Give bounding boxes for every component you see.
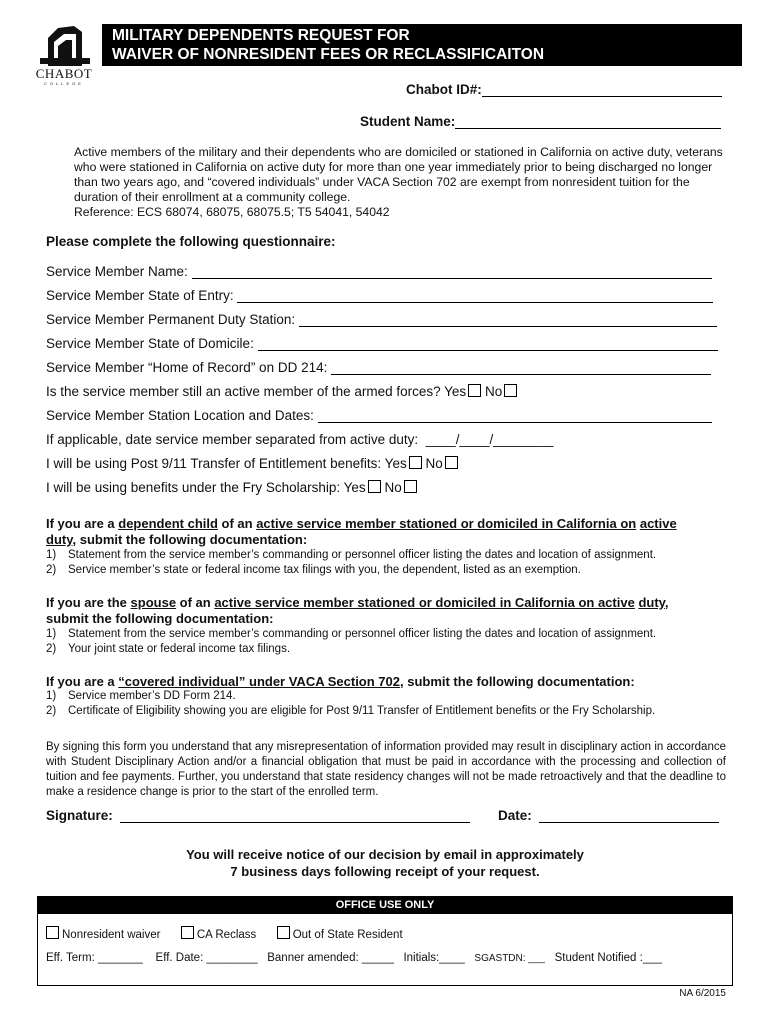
dependent-child-heading bbox=[46, 516, 686, 548]
item-text: Statement from the service member’s commanding or personnel officer listing the dates and location of assignment. bbox=[68, 549, 657, 561]
child-heading-active-service: active service member stationed or domiciled in California on bbox=[256, 516, 637, 531]
child-doc-item-2 bbox=[46, 564, 581, 576]
intro-paragraph bbox=[74, 145, 724, 220]
spouse-heading-part: of an bbox=[176, 595, 215, 610]
state-of-entry-blank[interactable] bbox=[237, 288, 713, 303]
covered-heading-vaca: “covered individual” under VACA Section 702 bbox=[118, 674, 400, 689]
item-number: 2) bbox=[46, 564, 57, 576]
date-field[interactable] bbox=[498, 808, 719, 823]
active-no-checkbox[interactable] bbox=[504, 384, 517, 397]
chabot-id-blank[interactable] bbox=[482, 82, 722, 97]
signature-field[interactable] bbox=[46, 808, 470, 823]
post911-no-label: No bbox=[425, 456, 443, 471]
item-text: Your joint state or federal income tax filings. bbox=[68, 643, 291, 655]
home-of-record-blank[interactable] bbox=[331, 360, 711, 375]
office-options-row bbox=[46, 926, 403, 941]
service-member-name-blank[interactable] bbox=[192, 264, 712, 279]
service-member-name-label: Service Member Name: bbox=[46, 264, 188, 279]
item-number: 2) bbox=[46, 643, 57, 655]
eff-term-field[interactable]: Eff. Term: _______ bbox=[46, 952, 143, 964]
office-use-heading: OFFICE USE ONLY bbox=[38, 897, 732, 914]
fry-question bbox=[46, 480, 417, 495]
covered-heading-part: If you are a bbox=[46, 674, 119, 689]
post911-yes-checkbox[interactable] bbox=[409, 456, 422, 469]
student-name-field[interactable] bbox=[360, 114, 721, 129]
duty-station-blank[interactable] bbox=[299, 312, 717, 327]
item-text: Service member’s state or federal income tax filings with you, the dependent, listed as an exemption. bbox=[68, 564, 581, 576]
signature-label: Signature: bbox=[46, 808, 113, 823]
ca-reclass-label: CA Reclass bbox=[196, 929, 257, 941]
post911-question bbox=[46, 456, 458, 471]
form-revision-code: NA 6/2015 bbox=[679, 988, 726, 999]
child-heading-active-duty: active duty bbox=[46, 516, 677, 547]
student-notified-field[interactable]: Student Notified :___ bbox=[554, 952, 663, 964]
eff-date-field[interactable]: Eff. Date: ________ bbox=[155, 952, 258, 964]
spouse-doc-item-2 bbox=[46, 643, 290, 655]
date-blank[interactable] bbox=[539, 808, 719, 823]
active-member-label: Is the service member still an active member of the armed forces? Yes bbox=[46, 384, 467, 399]
questionnaire-heading: Please complete the following questionnaire: bbox=[46, 234, 336, 249]
sgastdn-field[interactable]: SGASTDN: ___ bbox=[474, 953, 545, 964]
active-member-question bbox=[46, 384, 517, 399]
duty-station-label: Service Member Permanent Duty Station: bbox=[46, 312, 296, 327]
home-of-record-label: Service Member “Home of Record” on DD 214: bbox=[46, 360, 328, 375]
active-yes-checkbox[interactable] bbox=[468, 384, 481, 397]
logo-subtitle: COLLEGE bbox=[44, 81, 84, 86]
separation-date-label: If applicable, date service member separated from active duty: bbox=[46, 432, 419, 447]
state-of-entry-field[interactable] bbox=[46, 288, 713, 303]
student-name-blank[interactable] bbox=[455, 114, 721, 129]
banner-amended-field[interactable]: Banner amended: _____ bbox=[267, 952, 394, 964]
service-member-name-field[interactable] bbox=[46, 264, 712, 279]
date-label: Date: bbox=[498, 808, 532, 823]
chabot-id-field[interactable] bbox=[406, 82, 722, 97]
separation-date-field[interactable] bbox=[46, 432, 553, 447]
student-name-label: Student Name: bbox=[360, 114, 456, 129]
spouse-heading-part: , submit the following documentation: bbox=[46, 595, 669, 626]
duty-station-field[interactable] bbox=[46, 312, 717, 327]
spouse-heading bbox=[46, 595, 686, 627]
child-heading-dependent-child: dependent child bbox=[118, 516, 218, 531]
covered-doc-item-1 bbox=[46, 690, 236, 702]
out-of-state-checkbox[interactable] bbox=[277, 926, 290, 939]
state-of-domicile-blank[interactable] bbox=[258, 336, 718, 351]
title-line-2: WAIVER OF NONRESIDENT FEES OR RECLASSIFICAITON bbox=[112, 46, 545, 63]
covered-individual-heading bbox=[46, 674, 686, 690]
spouse-heading-duty: duty bbox=[638, 595, 665, 610]
decision-notice bbox=[0, 846, 770, 880]
item-number: 2) bbox=[46, 705, 57, 717]
station-dates-blank[interactable] bbox=[318, 408, 712, 423]
station-dates-field[interactable] bbox=[46, 408, 712, 423]
state-of-domicile-label: Service Member State of Domicile: bbox=[46, 336, 254, 351]
intro-text: Active members of the military and their dependents who are domiciled or stationed in California on active duty, veterans who were stationed in California on active duty for more than one year immediately prior to being discharged no longer than two years ago, and “covered individuals” under VACA Section 702 are exempt from nonresident tuition for the duration of their enrollment at a community college. bbox=[74, 145, 723, 204]
spouse-doc-item-1 bbox=[46, 628, 656, 640]
title-bar bbox=[102, 24, 742, 66]
child-heading-part: of an bbox=[217, 516, 257, 531]
office-fields-row bbox=[46, 952, 662, 964]
chabot-id-label: Chabot ID#: bbox=[406, 82, 482, 97]
child-heading-part: If you are a bbox=[46, 516, 119, 531]
fry-yes-checkbox[interactable] bbox=[368, 480, 381, 493]
spouse-heading-spouse: spouse bbox=[130, 595, 177, 610]
notice-line-1: You will receive notice of our decision by email in approximately bbox=[186, 847, 584, 862]
signature-blank[interactable] bbox=[120, 808, 470, 823]
nonresident-waiver-label: Nonresident waiver bbox=[62, 929, 161, 941]
post911-no-checkbox[interactable] bbox=[445, 456, 458, 469]
item-text: Statement from the service member’s commanding or personnel officer listing the dates and location of assignment. bbox=[68, 628, 657, 640]
item-number: 1) bbox=[46, 690, 57, 702]
spouse-heading-active-service: active service member stationed or domiciled in California on active bbox=[214, 595, 635, 610]
initials-field[interactable]: Initials:____ bbox=[403, 952, 465, 964]
notice-line-2: 7 business days following receipt of your request. bbox=[230, 864, 540, 879]
fry-no-label: No bbox=[384, 480, 402, 495]
fry-no-checkbox[interactable] bbox=[404, 480, 417, 493]
fry-label: I will be using benefits under the Fry Scholarship: Yes bbox=[46, 480, 366, 495]
intro-reference: Reference: ECS 68074, 68075, 68075.5; T5 54041, 54042 bbox=[74, 205, 390, 219]
child-heading-part: , submit the following documentation: bbox=[72, 532, 308, 547]
covered-heading-part: , submit the following documentation: bbox=[399, 674, 635, 689]
home-of-record-field[interactable] bbox=[46, 360, 711, 375]
item-number: 1) bbox=[46, 628, 57, 640]
active-no-label: No bbox=[484, 384, 503, 399]
nonresident-waiver-checkbox[interactable] bbox=[46, 926, 59, 939]
post911-label: I will be using Post 9/11 Transfer of Entitlement benefits: Yes bbox=[46, 456, 407, 471]
ca-reclass-checkbox[interactable] bbox=[181, 926, 194, 939]
covered-doc-item-2 bbox=[46, 705, 655, 717]
spouse-heading-part: If you are the bbox=[46, 595, 131, 610]
logo-wordmark: CHABOT bbox=[35, 66, 93, 81]
title-line-1: MILITARY DEPENDENTS REQUEST FOR bbox=[112, 27, 410, 44]
disclaimer-paragraph: By signing this form you understand that any misrepresentation of information provided may result in disciplinary action in accordance with Student Disciplinary Action and/or a financial obligation that must be paid in accordance with the processing and collection of tuition and fee payments. Further, you understand that state residency changes will not be made retroactively and that the deadline to make a residence change is prior to the start of the enrolled term. bbox=[46, 741, 726, 798]
item-text: Certificate of Eligibility showing you are eligible for Post 9/11 Transfer of Entitlement benefits or the Fry Scholarship. bbox=[68, 705, 656, 717]
state-of-domicile-field[interactable] bbox=[46, 336, 718, 351]
separation-date-blank[interactable]: ____/____/________ bbox=[425, 432, 554, 447]
station-dates-label: Service Member Station Location and Dates: bbox=[46, 408, 314, 423]
item-number: 1) bbox=[46, 549, 57, 561]
item-text: Service member’s DD Form 214. bbox=[68, 690, 236, 702]
out-of-state-label: Out of State Resident bbox=[292, 929, 403, 941]
child-doc-item-1 bbox=[46, 549, 656, 561]
state-of-entry-label: Service Member State of Entry: bbox=[46, 288, 234, 303]
